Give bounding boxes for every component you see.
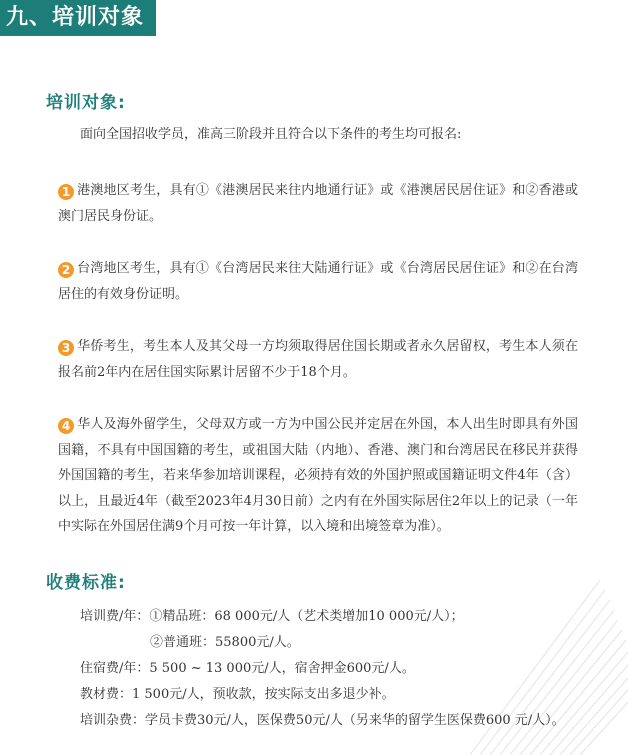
fees-heading: 收费标准: <box>46 573 126 593</box>
section-banner: 九、培训对象 <box>0 0 156 36</box>
fee-row-misc: 培训杂费：学员卡费30元/人，医保费50元/人（另来华的留学生医保费600 元/人）。 <box>80 713 565 728</box>
target-item-1 <box>58 178 578 229</box>
target-item-4 <box>58 412 578 540</box>
fee-row-standard-class: ②普通班：55800元/人。 <box>150 635 300 650</box>
number-badge-3: 3 <box>58 340 74 356</box>
target-item-3 <box>58 334 578 385</box>
fee-row-materials: 教材费：1 500元/人，预收款，按实际支出多退少补。 <box>80 687 395 702</box>
target-item-2 <box>58 256 578 307</box>
target-item-3-text: 华侨考生，考生本人及其父母一方均须取得居住国长期或者永久居留权，考生本人须在报名前2年内在居住国实际累计居留不少于18个月。 <box>58 339 578 380</box>
target-intro: 面向全国招收学员，准高三阶段并且符合以下条件的考生均可报名: <box>80 127 462 142</box>
number-badge-1: 1 <box>58 184 74 200</box>
fee-row-training: 培训费/年：①精品班：68 000元/人（艺术类增加10 000元/人）； <box>80 609 464 624</box>
target-heading: 培训对象: <box>46 93 126 113</box>
number-badge-2: 2 <box>58 262 74 278</box>
number-badge-4: 4 <box>58 418 74 434</box>
target-item-2-text: 台湾地区考生，具有①《台湾居民来往大陆通行证》或《台湾居民居住证》和②在台湾居住的有效身份证明。 <box>58 261 578 302</box>
target-item-4-text: 华人及海外留学生，父母双方或一方为中国公民并定居在外国，本人出生时即具有外国国籍，不具有中国国籍的考生，或祖国大陆（内地）、香港、澳门和台湾居民在移民并获得外国国籍的考生，若来华参加培训课程，必须持有效的外国护照或国籍证明文件4年（含）以上，且最近4年（截至2023年4月30日前）之内有在外国实际居住2年以上的记录（一年中实际在外国居住满9个月可按一年计算，以入境和出境签章为准）。 <box>58 417 578 534</box>
fee-row-accommodation: 住宿费/年：5 500 ~ 13 000元/人，宿舍押金600元/人。 <box>80 661 415 676</box>
target-item-1-text: 港澳地区考生，具有①《港澳居民来往内地通行证》或《港澳居民居住证》和②香港或澳门居民身份证。 <box>58 183 578 224</box>
